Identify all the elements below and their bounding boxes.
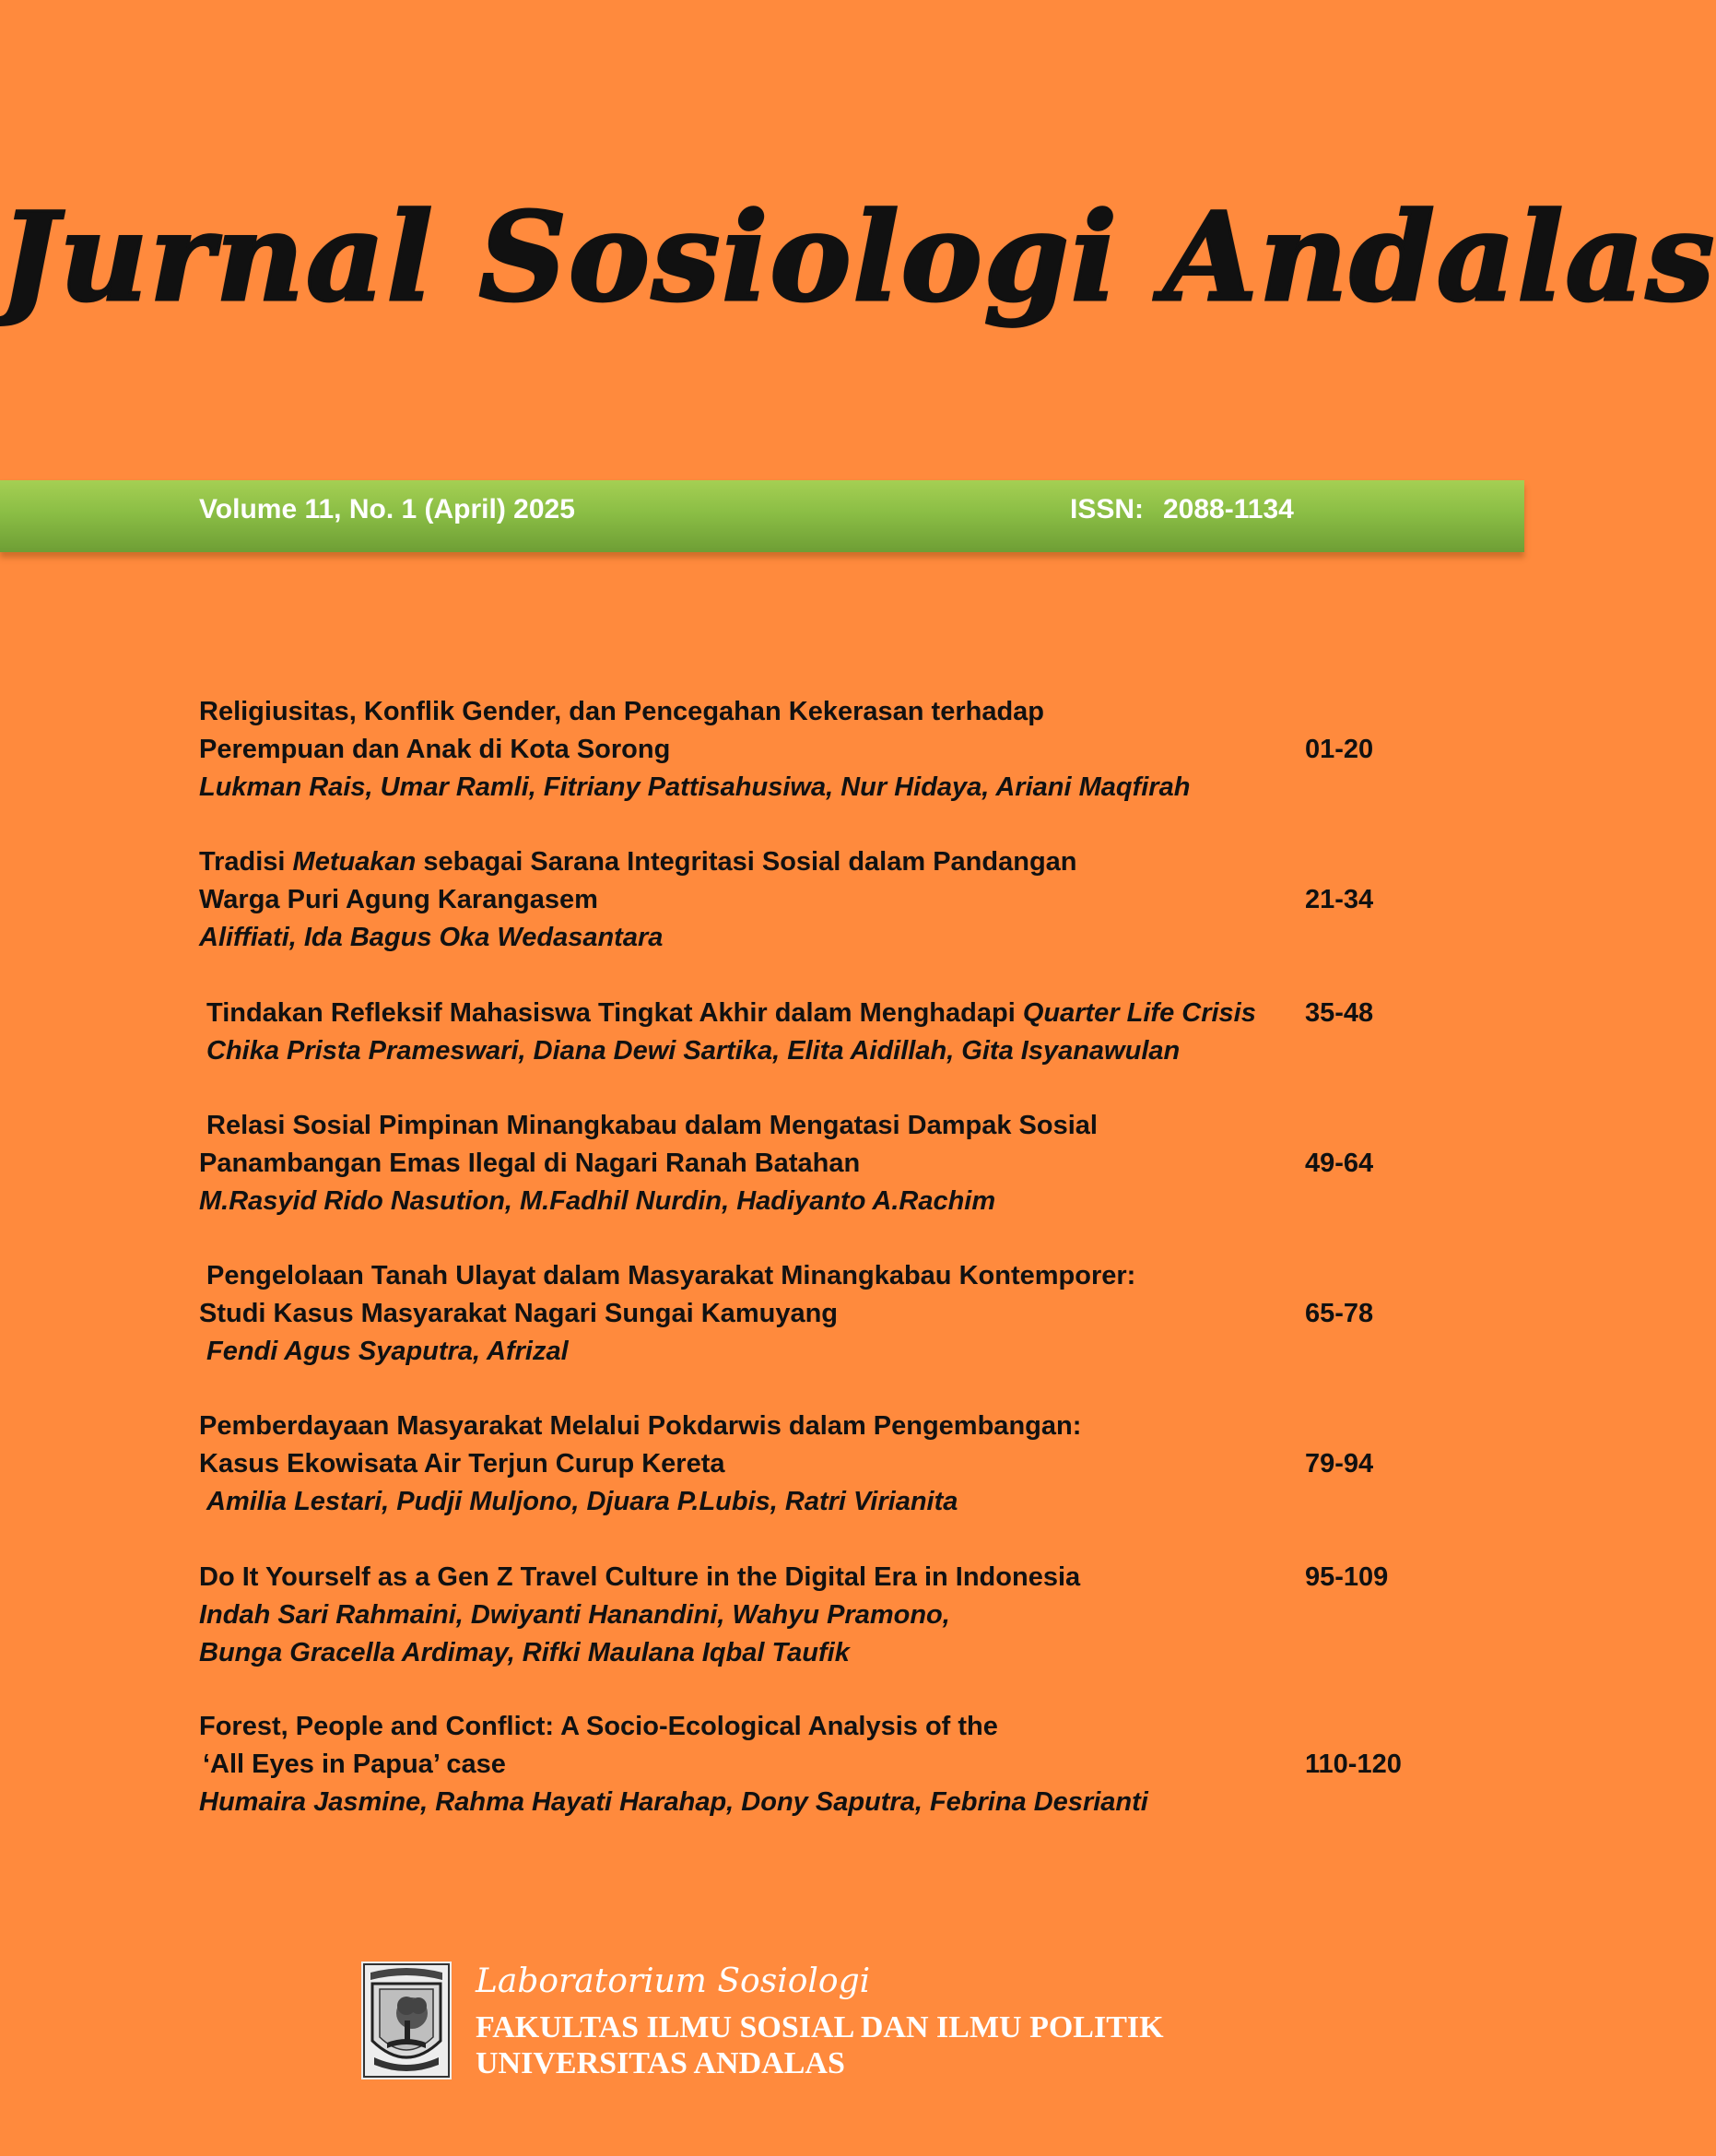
article-title: Tindakan Refleksif Mahasiswa Tingkat Akhir dalam Menghadapi Quarter Life Crisis bbox=[206, 998, 1256, 1028]
article-title: ‘All Eyes in Papua’ case bbox=[203, 1750, 506, 1779]
article-authors: M.Rasyid Rido Nasution, M.Fadhil Nurdin, Hadiyanto A.Rachim bbox=[199, 1186, 996, 1216]
article-authors: Lukman Rais, Umar Ramli, Fitriany Pattisahusiwa, Nur Hidaya, Ariani Maqfirah bbox=[199, 772, 1191, 802]
article-title: Pemberdayaan Masyarakat Melalui Pokdarwis dalam Pengembangan: bbox=[199, 1411, 1082, 1441]
article-authors: Indah Sari Rahmaini, Dwiyanti Hanandini, Wahyu Pramono, bbox=[199, 1600, 950, 1630]
university-label: UNIVERSITAS ANDALAS bbox=[476, 2046, 845, 2080]
article-title: Pengelolaan Tanah Ulayat dalam Masyarakat Minangkabau Kontemporer: bbox=[206, 1261, 1136, 1290]
article-authors: Fendi Agus Syaputra, Afrizal bbox=[206, 1337, 569, 1366]
publisher-footer bbox=[361, 1962, 1283, 2081]
page-range: 95-109 bbox=[1305, 1562, 1389, 1592]
page-range: 79-94 bbox=[1305, 1449, 1374, 1479]
article-title: Tradisi Metuakan sebagai Sarana Integritasi Sosial dalam Pandangan bbox=[199, 847, 1077, 877]
page-range: 01-20 bbox=[1305, 735, 1374, 764]
journal-title: Jurnal Sosiologi Andalas bbox=[0, 186, 1716, 329]
article-authors: Chika Prista Prameswari, Diana Dewi Sartika, Elita Aidillah, Gita Isyanawulan bbox=[206, 1036, 1181, 1066]
page-range: 49-64 bbox=[1305, 1149, 1374, 1178]
faculty-label: FAKULTAS ILMU SOSIAL DAN ILMU POLITIK bbox=[476, 2010, 1164, 2044]
page-range: 21-34 bbox=[1305, 885, 1374, 914]
article-authors: Aliffiati, Ida Bagus Oka Wedasantara bbox=[199, 923, 664, 952]
article-title: Warga Puri Agung Karangasem bbox=[199, 885, 598, 914]
university-seal-icon bbox=[361, 1962, 452, 2079]
article-title: Relasi Sosial Pimpinan Minangkabau dalam Mengatasi Dampak Sosial bbox=[206, 1111, 1098, 1140]
masthead bbox=[0, 138, 1716, 378]
volume-label: Volume 11, No. 1 (April) 2025 bbox=[199, 494, 575, 524]
page-range: 65-78 bbox=[1305, 1299, 1374, 1328]
article-authors: Bunga Gracella Ardimay, Rifki Maulana Iqbal Taufik bbox=[199, 1638, 850, 1667]
lab-label: Laboratorium Sosiologi bbox=[476, 1962, 871, 2000]
article-title: Religiusitas, Konflik Gender, dan Pencegahan Kekerasan terhadap bbox=[199, 697, 1045, 726]
article-title: Studi Kasus Masyarakat Nagari Sungai Kamuyang bbox=[199, 1299, 838, 1328]
article-title: Forest, People and Conflict: A Socio-Ecological Analysis of the bbox=[199, 1712, 998, 1741]
issn-label: ISSN: bbox=[1070, 494, 1145, 524]
issue-band bbox=[0, 480, 1524, 552]
article-authors: Humaira Jasmine, Rahma Hayati Harahap, Dony Saputra, Febrina Desrianti bbox=[199, 1787, 1148, 1817]
page-range: 35-48 bbox=[1305, 998, 1374, 1028]
article-title-italic: Quarter Life Crisis bbox=[1022, 998, 1256, 1028]
article-title: Kasus Ekowisata Air Terjun Curup Kereta bbox=[199, 1449, 725, 1479]
article-title-italic: Metuakan bbox=[292, 847, 417, 877]
issn-value: 2088-1134 bbox=[1163, 494, 1294, 524]
page-range: 110-120 bbox=[1305, 1750, 1402, 1779]
article-title: Do It Yourself as a Gen Z Travel Culture in the Digital Era in Indonesia bbox=[199, 1562, 1081, 1592]
article-title: Perempuan dan Anak di Kota Sorong bbox=[199, 735, 671, 764]
article-title: Panambangan Emas Ilegal di Nagari Ranah Batahan bbox=[199, 1149, 861, 1178]
article-authors: Amilia Lestari, Pudji Muljono, Djuara P.Lubis, Ratri Virianita bbox=[206, 1487, 958, 1516]
